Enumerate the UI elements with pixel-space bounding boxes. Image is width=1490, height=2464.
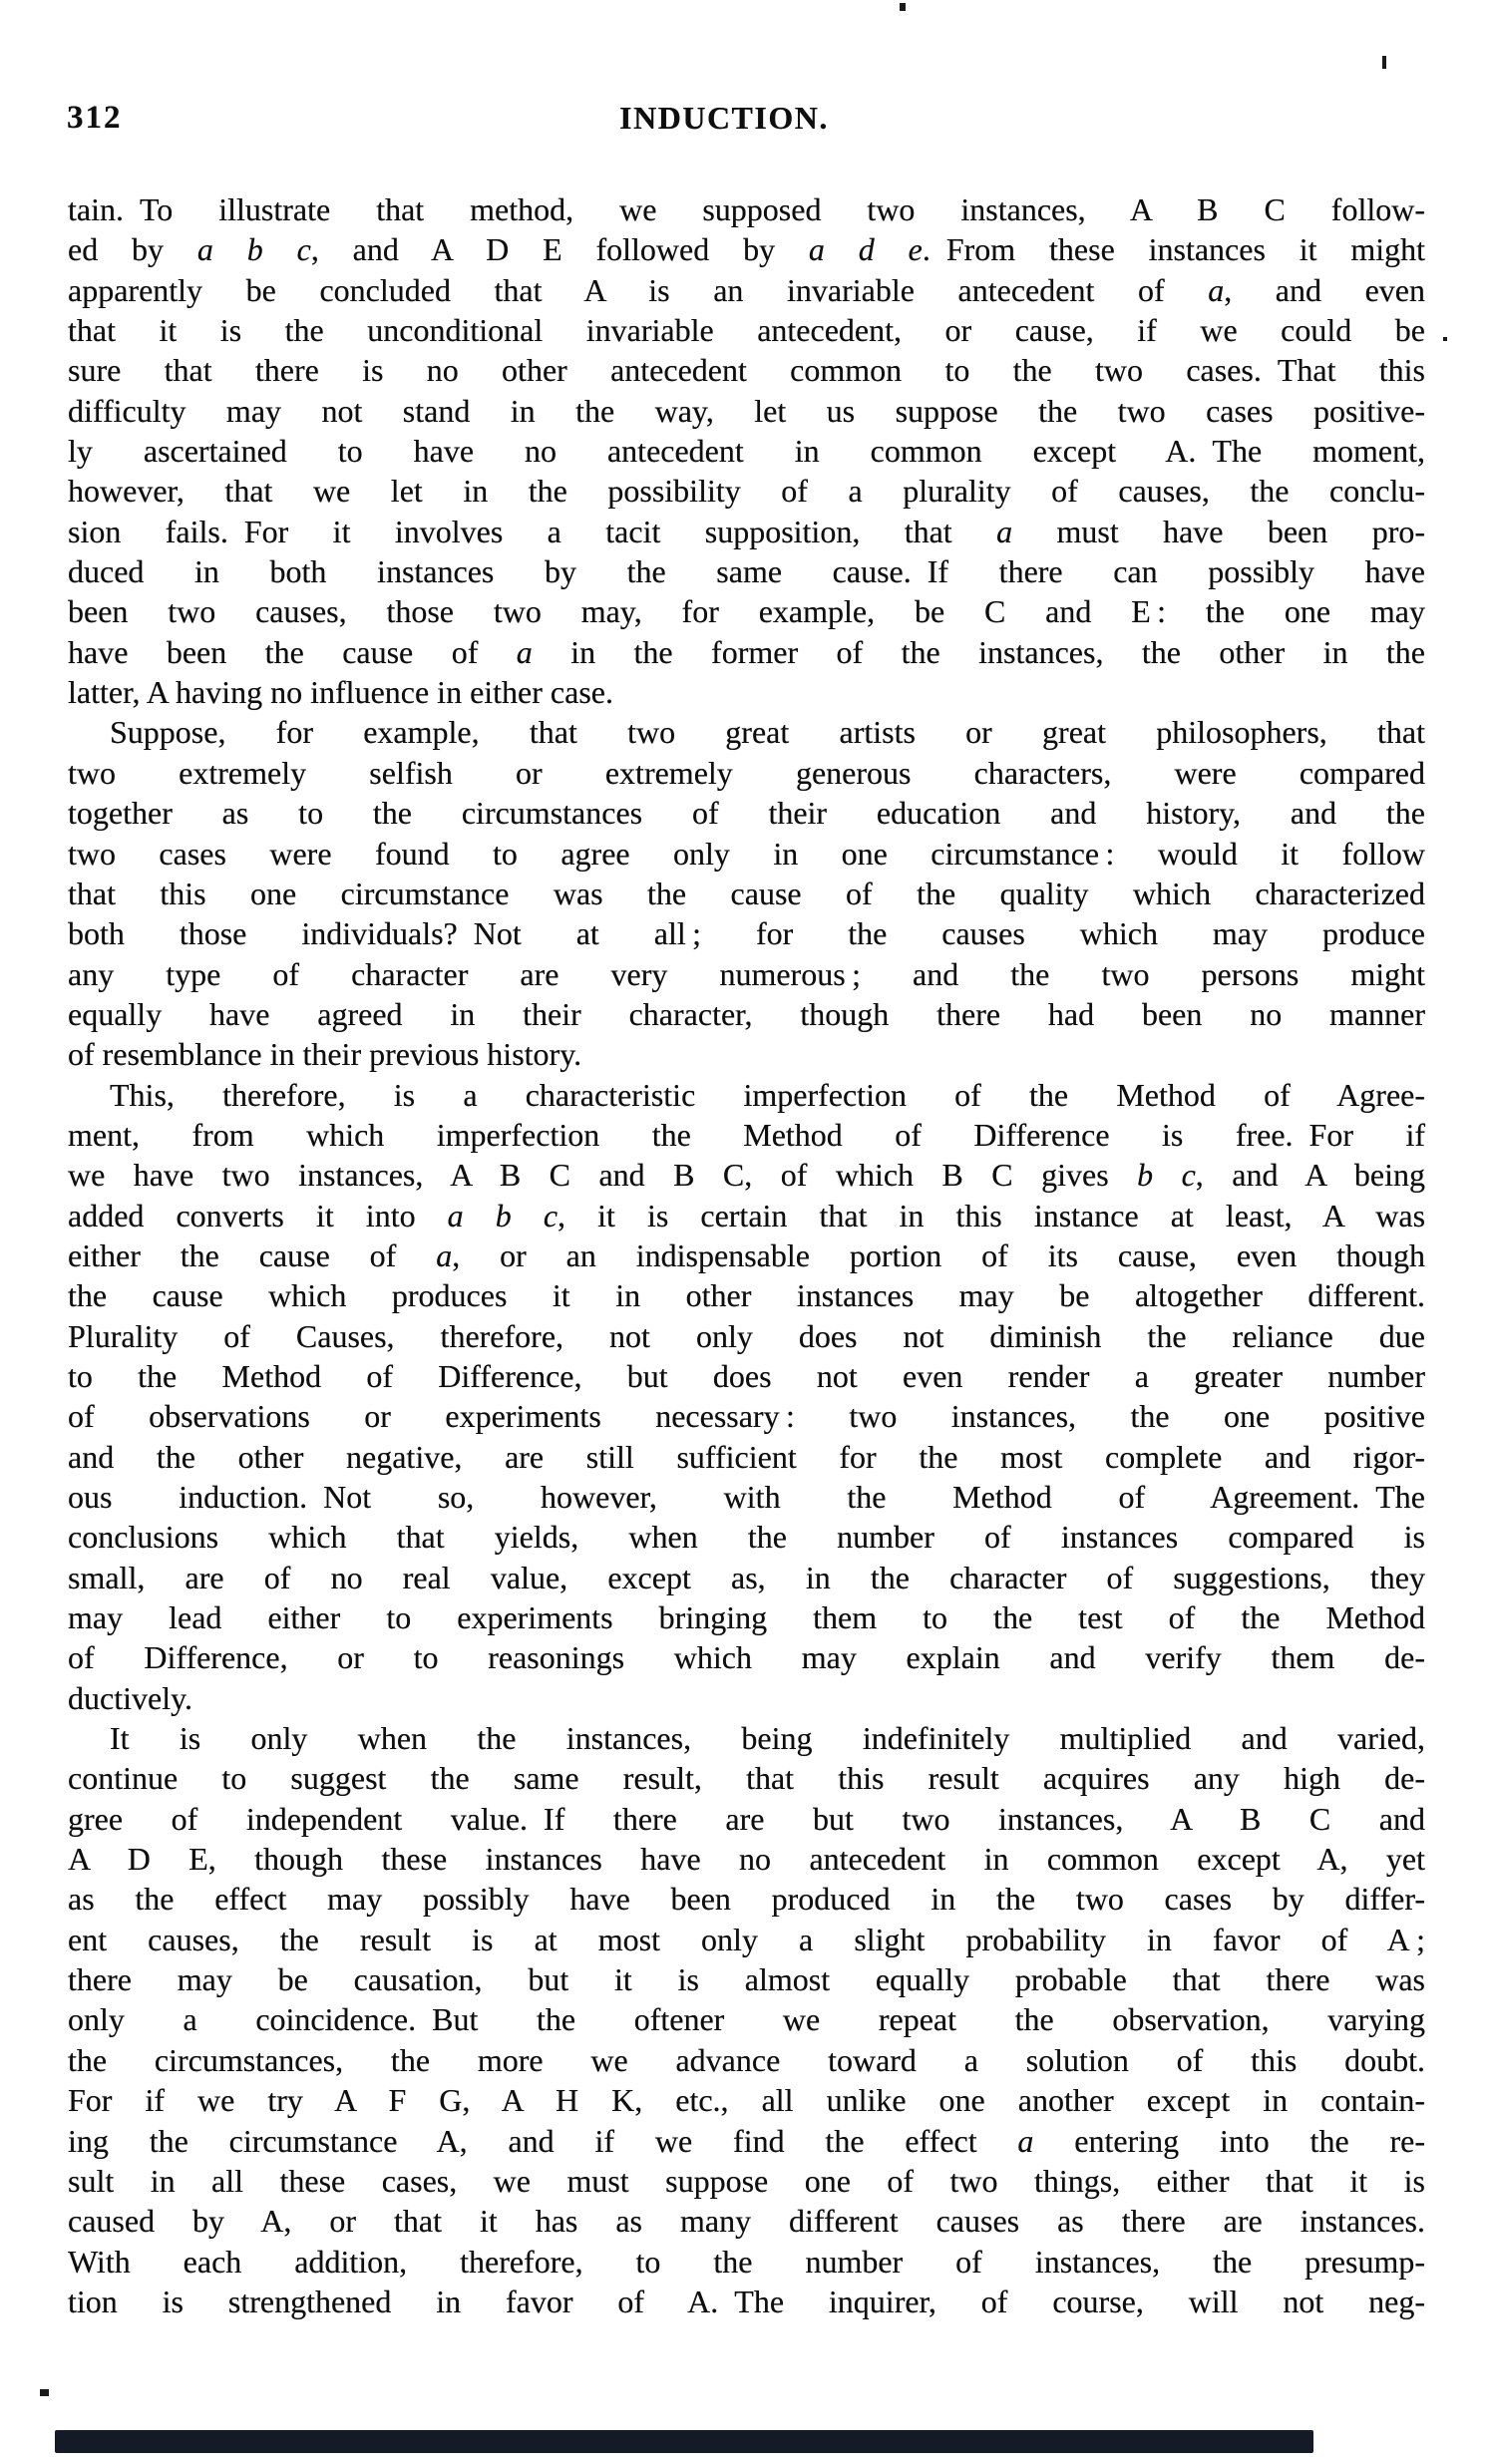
text-line: as the effect may possibly have been produced in the two cases by differ- (68, 1881, 1425, 1918)
text-line: tion is strengthened in favor of A. The inquirer, of course, will not neg- (68, 2283, 1425, 2319)
text-line: that this one circumstance was the cause of the quality which characterized (68, 875, 1425, 911)
text-line: we have two instances, A B C and B C, of which B C gives b c, and A being (68, 1157, 1426, 1194)
text-line: may lead either to experiments bringing them to the test of the Method (68, 1599, 1425, 1636)
text-line: sure that there is no other antecedent common to the two cases. That this (68, 352, 1425, 389)
text-line: together as to the circumstances of their education and history, and the (68, 795, 1425, 832)
text-line: sult in all these cases, we must suppose one of two things, either that it is (68, 2162, 1425, 2199)
text-line: however, that we let in the possibility of a plurality of causes, the conclu- (68, 473, 1425, 510)
text-line: two cases were found to agree only in one circumstance : would it follow (68, 835, 1425, 872)
text-line: only a coincidence. But the oftener we repeat the observation, varying (68, 2001, 1425, 2038)
ink-speck (1443, 337, 1447, 341)
text-line: caused by A, or that it has as many different causes as there are instances. (68, 2203, 1425, 2240)
text-line: gree of independent value. If there are but two instances, A B C and (68, 1800, 1425, 1837)
text-line: This, therefore, is a characteristic imperfection of the Method of Agree- (110, 1076, 1425, 1113)
body-text (68, 189, 1425, 2321)
text-line: equally have agreed in their character, though there had been no manner (68, 995, 1425, 1032)
text-line: ment, from which imperfection the Method of Difference is free. For if (68, 1116, 1425, 1153)
text-line: latter, A having no influence in either case. (68, 674, 613, 711)
text-line: Plurality of Causes, therefore, not only does not diminish the reliance due (68, 1317, 1425, 1354)
text-line: duced in both instances by the same cause. If there can possibly have (68, 553, 1425, 590)
text-line: difficulty may not stand in the way, let us suppose the two cases positive- (68, 392, 1425, 429)
text-line: of observations or experiments necessary : two instances, the one positive (68, 1398, 1425, 1435)
text-line: ly ascertained to have no antecedent in common except A. The moment, (68, 433, 1425, 470)
text-line: of Difference, or to reasonings which may explain and verify them de- (68, 1639, 1425, 1676)
text-line: ous induction. Not so, however, with the Method of Agreement. The (68, 1479, 1425, 1515)
text-line: A D E, though these instances have no antecedent in common except A, yet (68, 1841, 1425, 1878)
text-line: added converts it into a b c, it is certain that in this instance at least, A was (68, 1197, 1426, 1233)
text-line: apparently be concluded that A is an invariable antecedent of a, and even (68, 271, 1426, 308)
text-line: been two causes, those two may, for example, be C and E : the one may (68, 593, 1425, 630)
text-line: two extremely selfish or extremely generous characters, were compared (68, 754, 1425, 791)
text-line: With each addition, therefore, to the number of instances, the presump- (68, 2243, 1425, 2280)
ink-speck (1382, 56, 1386, 69)
text-line: have been the cause of a in the former of the instances, the other in the (68, 633, 1426, 670)
text-line: ing the circumstance A, and if we find the effect a entering into the re- (68, 2122, 1425, 2159)
text-line: that it is the unconditional invariable antecedent, or cause, if we could be (68, 312, 1425, 349)
scan-artifact-bar (55, 2430, 1313, 2453)
text-line: small, are of no real value, except as, in the character of suggestions, they (68, 1559, 1425, 1595)
text-line: ed by a b c, and A D E followed by a d e. From these instances it might (68, 231, 1426, 268)
text-line: either the cause of a, or an indispensable portion of its cause, even though (68, 1236, 1426, 1273)
text-line: the circumstances, the more we advance toward a solution of this doubt. (68, 2041, 1425, 2078)
running-head: INDUCTION. (619, 100, 829, 136)
text-line: of resemblance in their previous history. (68, 1036, 582, 1073)
text-line: ductively. (68, 1679, 192, 1716)
text-line: to the Method of Difference, but does not even render a greater number (68, 1357, 1425, 1394)
text-line: tain. To illustrate that method, we supposed two instances, A B C follow- (68, 191, 1425, 227)
text-line: conclusions which that yields, when the number of instances compared is (68, 1519, 1425, 1556)
text-line: It is only when the instances, being indefinitely multiplied and varied, (110, 1720, 1425, 1757)
ink-speck (900, 3, 906, 11)
text-line: Suppose, for example, that two great artists or great philosophers, that (110, 714, 1425, 751)
text-line: the cause which produces it in other instances may be altogether different. (68, 1277, 1425, 1314)
text-line: there may be causation, but it is almost equally probable that there was (68, 1961, 1425, 1998)
text-line: any type of character are very numerous ; and the two persons might (68, 955, 1425, 992)
text-line: and the other negative, are still sufficient for the most complete and rigor- (68, 1438, 1425, 1475)
text-line: continue to suggest the same result, that this result acquires any high de- (68, 1760, 1425, 1797)
text-line: ent causes, the result is at most only a slight probability in favor of A ; (68, 1921, 1425, 1957)
page-number: 312 (67, 100, 123, 136)
ink-speck (40, 2389, 49, 2396)
text-line: For if we try A F G, A H K, etc., all unlike one another except in contain- (68, 2082, 1425, 2119)
text-line: sion fails. For it involves a tacit supposition, that a must have been pro- (68, 513, 1425, 549)
text-line: both those individuals? Not at all ; for the causes which may produce (68, 915, 1425, 952)
